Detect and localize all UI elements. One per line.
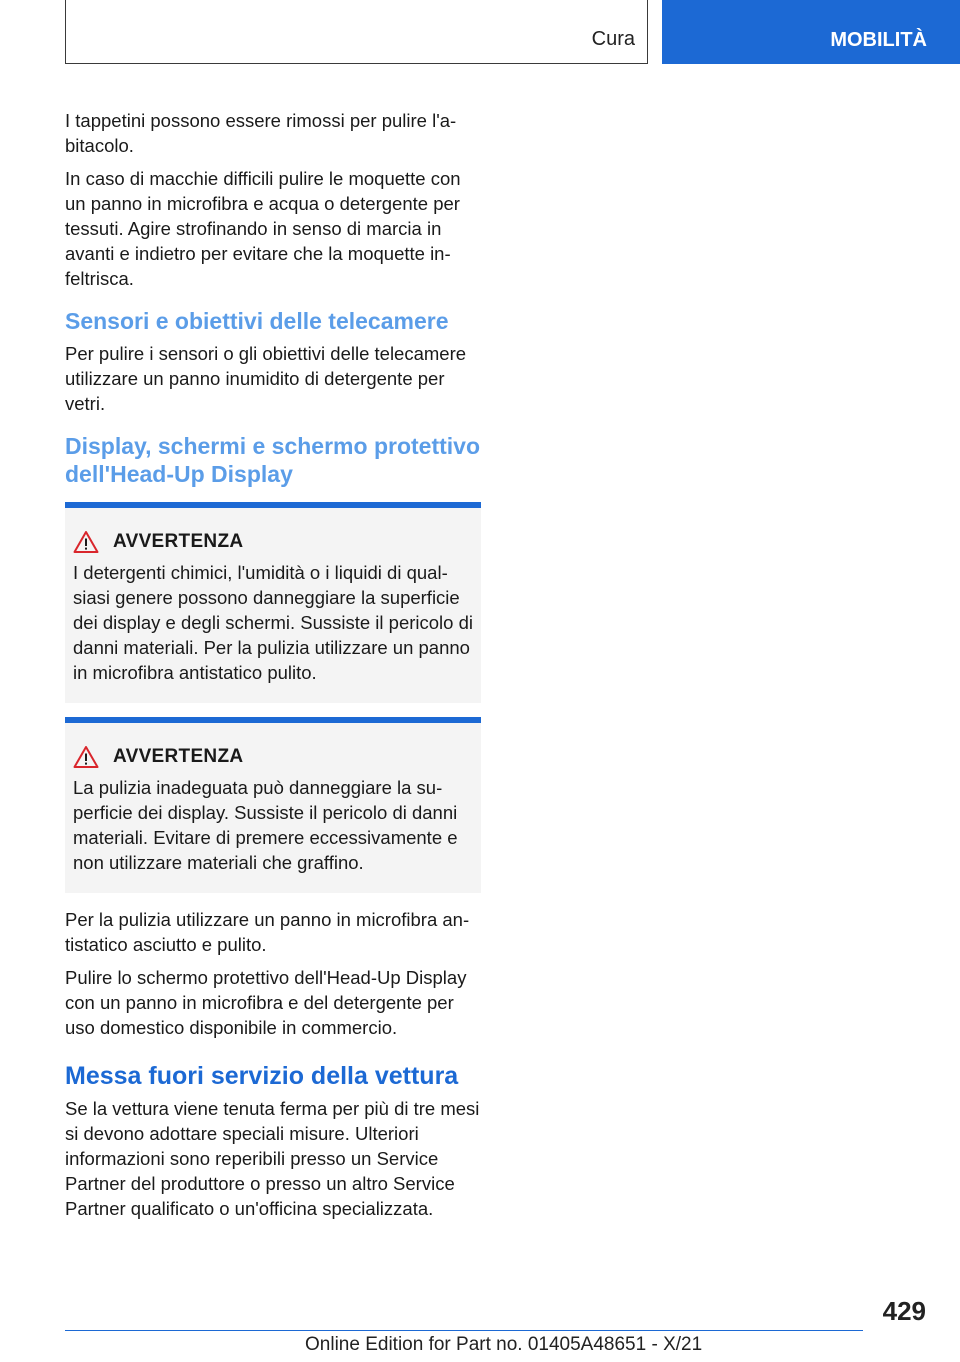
page-number: 429 [882,1296,926,1326]
paragraph: Se la vettura viene tenuta ferma per più di tre mesi si devono adottare speciali misure. Ulteriori informazioni sono reperibili presso un Service Partner del produttore o presso un altro Service Partner qualificato o un'officina specializzata. [65,1098,480,1219]
paragraph: Per la pulizia utilizzare un panno in microfibra an-tistatico asciutto e pulito. [65,909,470,955]
section-heading: Messa fuori servizio della vettura [65,1062,459,1090]
paragraph: Per pulire i sensori o gli obiettivi delle telecamere utilizzare un panno inumidito di detergente per vetri. [65,343,467,414]
warning-title: AVVERTENZA [113,531,244,552]
footer-divider [65,1330,863,1331]
warning-box [65,502,481,703]
section-heading: Display, schermi e schermo protettivo dell'Head-Up Display [65,433,480,487]
warning-icon [73,530,99,554]
edition-note: Online Edition for Part no. 01405A48651 - X/21 [305,1334,703,1355]
section-heading: Sensori e obiettivi delle telecamere [65,308,449,334]
warning-text: La pulizia inadeguata può danneggiare la su-perficie dei display. Sussiste il pericolo di danni materiali. Evitare di premere eccessivamente e non utilizzare materiali che graffino. [73,777,458,873]
warning-box [65,717,481,893]
warning-title: AVVERTENZA [113,746,244,767]
warning-icon [73,745,99,769]
paragraph: In caso di macchie difficili pulire le moquette con un panno in microfibra e acqua o detergente per tessuti. Agire strofinando in senso di marcia in avanti e indietro per evitare che la moquette in-feltrisca. [65,168,461,289]
paragraph: Pulire lo schermo protettivo dell'Head-Up Display con un panno in microfibra e del detergente per uso domestico disponibile in commercio. [65,967,467,1038]
chapter-tab: MOBILITÀ [662,0,960,64]
warning-text: I detergenti chimici, l'umidità o i liquidi di qual-siasi genere possono danneggiare la superficie dei display e degli schermi. Sussiste il pericolo di danni materiali. Per la pulizia utilizzare un panno in microfibra antistatico pulito. [73,562,473,683]
paragraph: I tappetini possono essere rimossi per pulire l'a-bitacolo. [65,110,457,156]
header-frame [65,0,648,64]
main-content [65,108,481,1229]
section-title: Cura [591,28,635,50]
